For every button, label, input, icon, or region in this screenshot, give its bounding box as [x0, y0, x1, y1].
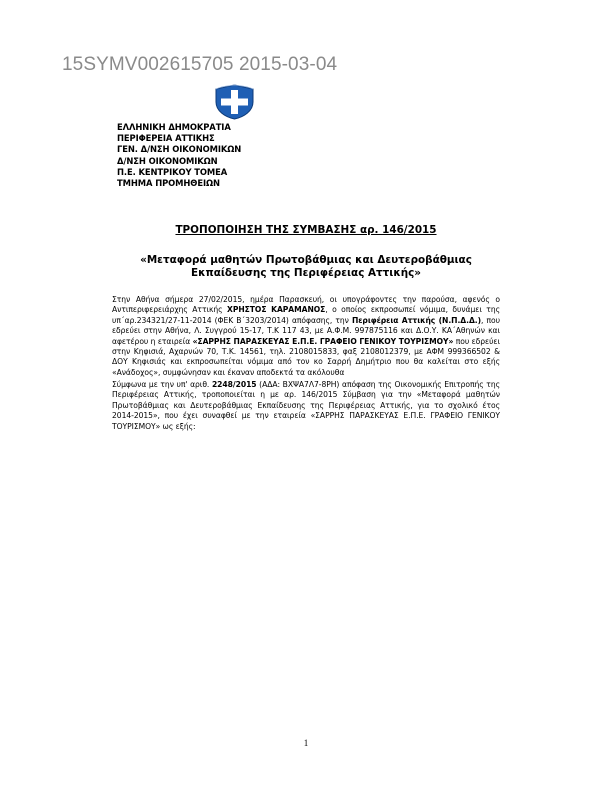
decision-number: 2248/2015: [211, 380, 257, 389]
parties-paragraph: [112, 295, 500, 378]
subject-line-1: «Μεταφορά μαθητών Πρωτοβάθμιας και Δευτεροβάθμιας: [140, 254, 472, 266]
authority-line: Π.Ε. ΚΕΝΤΡΙΚΟΥ ΤΟΜΕΑ: [117, 166, 228, 177]
text-run: Σύμφωνα με την υπ' αριθ.: [112, 380, 212, 389]
contract-subject: [110, 254, 502, 280]
authority-line: Δ/ΝΣΗ ΟΙΚΟΝΟΜΙΚΩΝ: [117, 155, 218, 166]
document-title: ΤΡΟΠΟΠΟΙΗΣΗ ΤΗΣ ΣΥΜΒΑΣΗΣ αρ. 146/2015: [175, 224, 437, 236]
authority-line: ΤΜΗΜΑ ΠΡΟΜΗΘΕΙΩΝ: [117, 178, 220, 189]
page-number: 1: [303, 738, 309, 748]
vice-governor-name: ΧΡΗΣΤΟΣ ΚΑΡΑΜΑΝΟΣ: [227, 305, 326, 315]
document-id-watermark: 15SYMV002615705 2015-03-04: [62, 54, 338, 75]
text-run: (ΑΔΑ: ΒΧΨΑ7Λ7-8ΡΗ) απόφαση της Οικονομικής Επιτροπής της Περιφέρειας Αττικής, τροποποιείται η με αρ. 146/2015 Σύμβαση για την «Μεταφορά μαθητών Πρωτοβάθμιας και Δευτεροβάθμιας Εκπαίδευσης της Περιφέρειας Αττικής, για το σχολικό έτος 2014-2015», που έχει συναφθεί με την εταιρεία «ΣΑΡΡΗΣ ΠΑΡΑΣΚΕΥΑΣ Ε.Π.Ε. ΓΡΑΦΕΙΟ ΓΕΝΙΚΟΥ ΤΟΥΡΙΣΜΟΥ» ως εξής:: [112, 380, 500, 431]
region-name: Περιφέρεια Αττικής (Ν.Π.Δ.Δ.): [351, 315, 482, 325]
issuing-authority-block: [117, 122, 241, 189]
text-run: Στην Αθήνα σήμερα 27/02/2015, ημέρα Παρασκευή, οι υπογράφοντες την παρούσα, αφενός ο Αντιπεριφερειάρχης Αττικής: [112, 295, 500, 315]
amendment-paragraph: [112, 380, 500, 432]
hellenic-republic-emblem-icon: [213, 84, 256, 120]
authority-line: ΕΛΛΗΝΙΚΗ ΔΗΜΟΚΡΑΤΙΑ: [117, 122, 231, 132]
authority-line: ΓΕΝ. Δ/ΝΣΗ ΟΙΚΟΝΟΜΙΚΩΝ: [117, 144, 242, 155]
text-run: , ο οποίος εκπροσωπεί νόμιμα, δυνάμει της υπ΄αρ.234321/27-11-2014 (ΦΕΚ Β΄3203/2014) απόφασης, την: [112, 305, 500, 325]
subject-line-2: Εκπαίδευσης της Περιφέρειας Αττικής»: [191, 267, 421, 279]
text-run: που εδρεύει στην Κηφισιά, Αχαρνών 70, Τ.Κ. 14561, τηλ. 2108015833, φαξ 2108012379, με ΑΦΜ 999366502 & ΔΟΥ Κηφισιάς και εκπροσωπείται νόμιμα από τον κο Σαρρή Δημήτριο που θα καλείται στο εξής «Ανάδοχος», συμφώνησαν και έκαναν αποδεκτά τα ακόλουθα: [112, 336, 500, 377]
text-run: , που εδρεύει στην Αθήνα, Λ. Συγγρού 15-17, Τ.Κ 117 43, με Α.Φ.Μ. 997875116 και Δ.Ο.Υ. ΚΑ΄Αθηνών και αφετέρου η εταιρεία: [112, 315, 500, 346]
authority-line: ΠΕΡΙΦΕΡΕΙΑ ΑΤΤΙΚΗΣ: [117, 133, 215, 144]
contractor-name: «ΣΑΡΡΗΣ ΠΑΡΑΣΚΕΥΑΣ Ε.Π.Ε. ΓΡΑΦΕΙΟ ΓΕΝΙΚΟΥ ΤΟΥΡΙΣΜΟΥ»: [192, 336, 454, 346]
